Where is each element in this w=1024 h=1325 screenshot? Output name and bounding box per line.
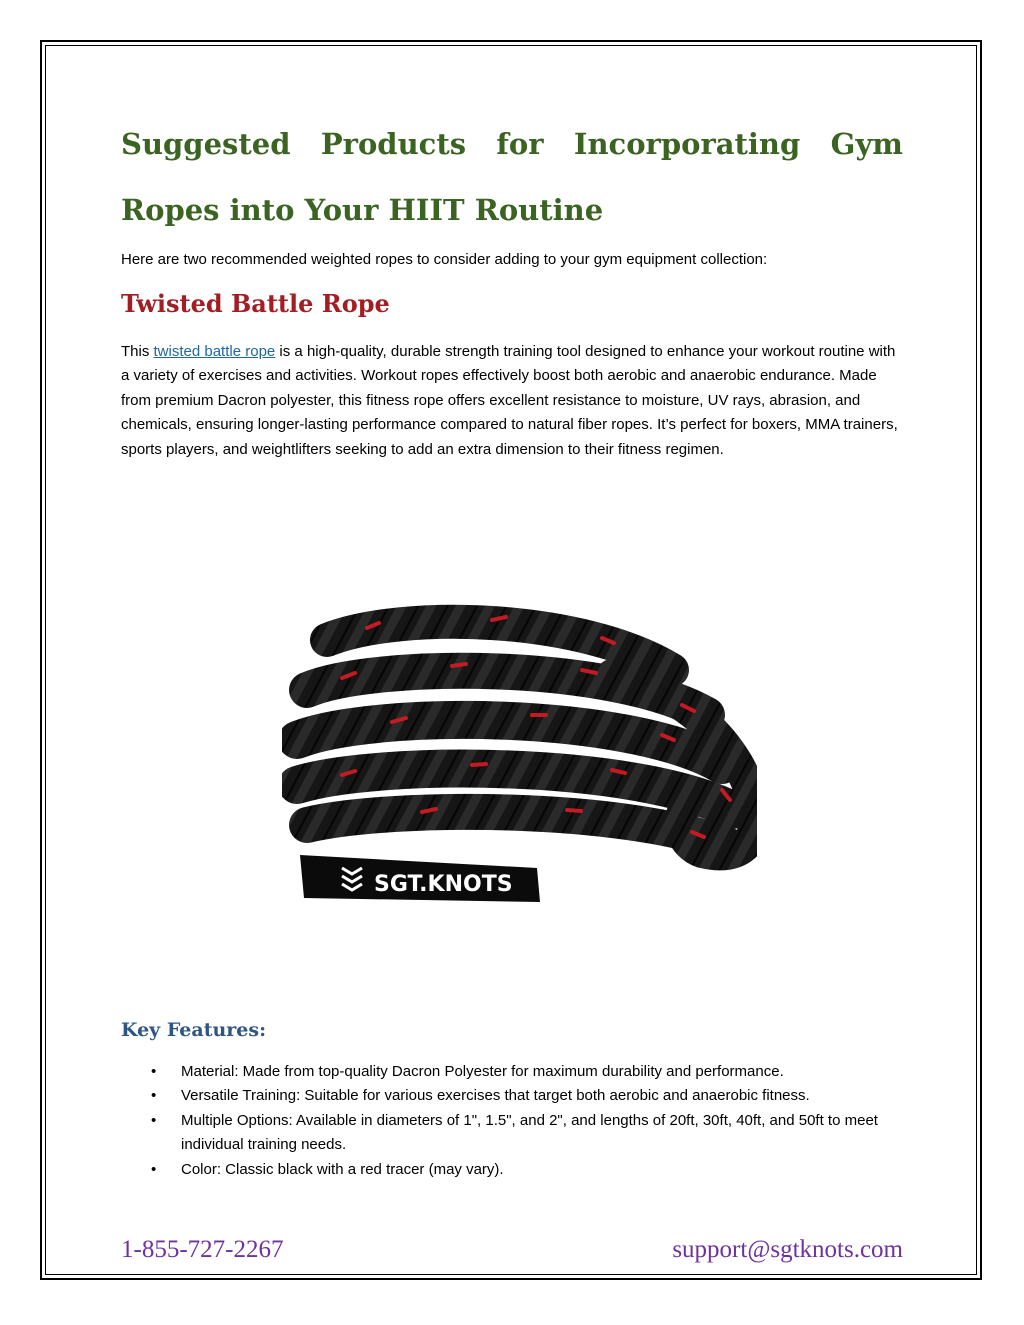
list-item	[121, 1060, 903, 1084]
page-title-line-2: Ropes into Your HIIT Routine	[121, 193, 604, 227]
rope-handle	[300, 855, 540, 902]
rope-logo-text: SGT.KNOTS	[374, 872, 513, 897]
intro-paragraph: Here are two recommended weighted ropes to consider adding to your gym equipment collection:	[121, 251, 768, 268]
bullet-icon: •	[151, 1063, 157, 1080]
footer-email: support@sgtknots.com	[672, 1236, 903, 1263]
feature-text: Color: Classic black with a red tracer (may vary).	[181, 1160, 504, 1178]
battle-rope-image	[282, 600, 757, 910]
description-start: This	[121, 343, 154, 360]
list-item	[121, 1084, 903, 1108]
product-description	[121, 340, 903, 462]
key-features-list	[121, 1060, 903, 1182]
feature-text: Material: Made from top-quality Dacron Polyester for maximum durability and performance.	[181, 1063, 784, 1080]
key-features-title: Key Features:	[121, 1019, 267, 1041]
page-title-line-1: Suggested Products for Incorporating Gym	[121, 127, 903, 161]
bullet-icon: •	[151, 1087, 157, 1105]
rope-coils	[297, 622, 755, 855]
twisted-battle-rope-link[interactable]: twisted battle rope	[153, 343, 276, 360]
footer-phone: 1-855-727-2267	[121, 1236, 284, 1263]
description-rest: is a high-quality, durable strength training tool designed to enhance your workout routine with a variety of exercises and activities. Workout ropes effectively boost both aerobic and anaerobic endurance. Made from premium Dacron polyester, this fitness rope offers excellent resistance to moisture, UV rays, abrasion, and chemicals, ensuring longer-lasting performance compared to natural fiber ropes. It’s perfect for boxers, MMA trainers, sports players, and weightlifters seeking to add an extra dimension to their fitness regimen.	[121, 343, 898, 458]
section-title: Twisted Battle Rope	[121, 289, 390, 318]
list-item	[121, 1158, 903, 1182]
bullet-icon: •	[151, 1111, 157, 1129]
bullet-icon: •	[151, 1160, 157, 1178]
feature-text: Versatile Training: Suitable for various exercises that target both aerobic and anaerobic fitness.	[181, 1087, 810, 1105]
feature-text: Multiple Options: Available in diameters of 1", 1.5", and 2", and lengths of 20ft, 30ft, 40ft, and 50ft to meet individual training needs.	[181, 1111, 878, 1154]
list-item	[121, 1109, 903, 1158]
